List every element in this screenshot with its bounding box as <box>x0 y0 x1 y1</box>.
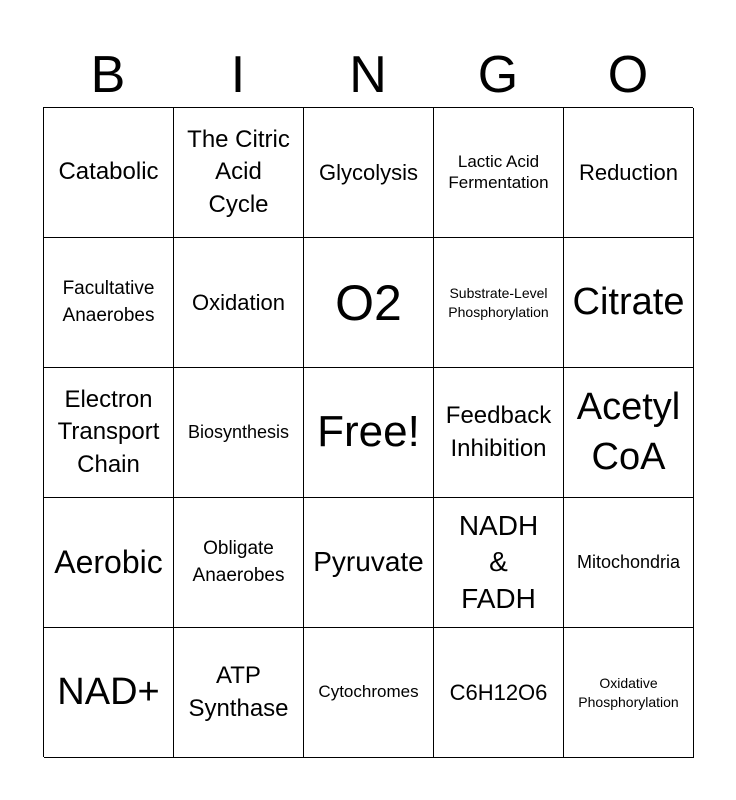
bingo-cell[interactable] <box>174 628 304 758</box>
bingo-cell[interactable] <box>304 498 434 628</box>
bingo-cell[interactable] <box>174 108 304 238</box>
bingo-cell[interactable] <box>44 498 174 628</box>
cell-text: Acetyl CoA <box>576 386 681 478</box>
cell-text: Electron Transport Chain <box>57 385 160 478</box>
bingo-cell[interactable] <box>304 108 434 238</box>
bingo-cell[interactable] <box>44 628 174 758</box>
bingo-cell[interactable] <box>434 628 564 758</box>
cell-text: Obligate Anaerobes <box>192 537 285 586</box>
cell-text: Aerobic <box>54 543 163 580</box>
bingo-cell[interactable] <box>174 498 304 628</box>
bingo-cell[interactable] <box>434 238 564 368</box>
cell-text: Catabolic <box>58 158 159 186</box>
bingo-cell[interactable] <box>564 238 694 368</box>
cell-text: Citrate <box>572 280 685 323</box>
bingo-cell[interactable] <box>304 238 434 368</box>
cell-text: Facultative Anaerobes <box>62 277 155 326</box>
bingo-cell[interactable] <box>434 108 564 238</box>
header-letter-o: O <box>607 46 649 104</box>
cell-text: Feedback Inhibition <box>445 402 552 462</box>
bingo-cell[interactable] <box>44 108 174 238</box>
cell-text: Free! <box>317 407 420 457</box>
bingo-header <box>43 44 693 106</box>
bingo-cell[interactable] <box>304 628 434 758</box>
bingo-cell[interactable] <box>564 108 694 238</box>
cell-text: C6H12O6 <box>449 679 548 705</box>
cell-text: Glycolysis <box>318 159 418 185</box>
cell-text: Pyruvate <box>313 546 424 578</box>
cell-text: Biosynthesis <box>187 421 290 442</box>
cell-text: Mitochondria <box>576 551 681 572</box>
cell-text: O2 <box>335 274 402 331</box>
bingo-cell[interactable] <box>174 238 304 368</box>
cell-text: NAD+ <box>57 670 160 713</box>
bingo-board <box>43 107 693 757</box>
cell-text: Oxidation <box>192 289 285 315</box>
bingo-cell[interactable] <box>564 368 694 498</box>
cell-text: ATP Synthase <box>188 662 289 722</box>
bingo-cell[interactable] <box>564 498 694 628</box>
header-letter-i: I <box>230 46 246 104</box>
cell-text: Cytochromes <box>318 682 419 702</box>
bingo-cell[interactable] <box>434 368 564 498</box>
cell-text: Reduction <box>578 159 679 185</box>
bingo-cell[interactable] <box>44 368 174 498</box>
cell-text: The Citric Acid Cycle <box>187 125 290 218</box>
header-letter-n: N <box>349 46 387 104</box>
header-letter-b: B <box>90 46 126 104</box>
cell-text: Lactic Acid Fermentation <box>448 152 549 192</box>
cell-text: NADH & FADH <box>458 509 539 614</box>
bingo-cell[interactable] <box>44 238 174 368</box>
cell-text: Substrate-Level Phosphorylation <box>448 284 549 320</box>
header-letter-g: G <box>477 46 519 104</box>
bingo-cell[interactable] <box>174 368 304 498</box>
bingo-cell[interactable] <box>434 498 564 628</box>
cell-text: Oxidative Phosphorylation <box>578 674 679 710</box>
bingo-cell[interactable] <box>564 628 694 758</box>
bingo-cell[interactable] <box>304 368 434 498</box>
